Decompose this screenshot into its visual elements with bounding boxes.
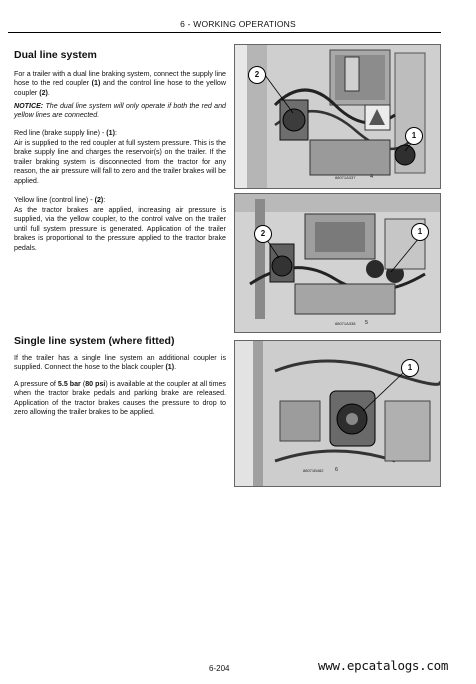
single-line-heading: Single line system (where fitted) — [14, 335, 175, 347]
dual-line-intro: For a trailer with a dual line braking system, connect the supply line hose to the red coupler (1) and the control line hose to the yellow coupler (2). — [14, 70, 226, 97]
yellow-line-text: As the tractor brakes are applied, increasing air pressure is supplied, via the yellow coupler, to the control valve on the trailer until full system pressure is generated. Application of the trailer brakes is proportional to the pressure applied to the tractor brake pedals. — [14, 206, 226, 252]
website-watermark[interactable]: www.epcatalogs.com — [318, 658, 449, 673]
header-divider — [8, 32, 441, 33]
figure-5-callout-1: 1 — [411, 223, 429, 241]
figure-5-number: 5 — [365, 320, 369, 326]
figure-6-code: 88071B482 — [303, 468, 324, 473]
dual-line-heading: Dual line system — [14, 49, 97, 61]
yellow-line-title: Yellow line (control line) - (2): — [14, 196, 106, 204]
dual-line-notice: NOTICE: The dual line system will only operate if both the red and yellow lines are connected. — [14, 102, 226, 120]
figure-6-photo — [234, 340, 441, 487]
figure-6-number: 6 — [335, 467, 339, 473]
single-line-para-1: If the trailer has a single line system an additional coupler is supplied. Connect the hose to the black coupler (1). — [14, 354, 226, 372]
red-line-text: Air is supplied to the red coupler at full system pressure. This is the brake supply line and charges the reservoir(s) on the trailer. If the trailer braking system is disconnected from the tractor for any reason, the air pressure will fall to zero and the trailer brakes will be applied. — [14, 139, 226, 185]
figure-5-callout-2: 2 — [254, 225, 272, 243]
figure-4-code: 88071A337 — [335, 175, 356, 180]
figure-4-callout-1: 1 — [405, 127, 423, 145]
figure-6-callout-1: 1 — [401, 359, 419, 377]
figure-4-number: 4 — [370, 174, 374, 180]
figure-4-photo — [234, 44, 441, 189]
page-header-title: 6 - WORKING OPERATIONS — [180, 19, 296, 29]
figure-5-photo — [234, 193, 441, 333]
figure-4-callout-2: 2 — [248, 66, 266, 84]
figure-5-callouts — [235, 194, 440, 332]
figure-5-code: 88071A338 — [335, 321, 356, 326]
single-line-para-2: A pressure of 5.5 bar (80 psi) is available at the coupler at all times when the tractor brake pedals and parking brake are released. Application of the tractor brakes causes the pressure to drop to zero allowing the trailer brakes to be applied. — [14, 380, 226, 417]
red-line-title: Red line (brake supply line) - (1): — [14, 129, 117, 137]
figure-4-callouts — [235, 45, 440, 188]
page-number: 6-204 — [209, 664, 230, 673]
